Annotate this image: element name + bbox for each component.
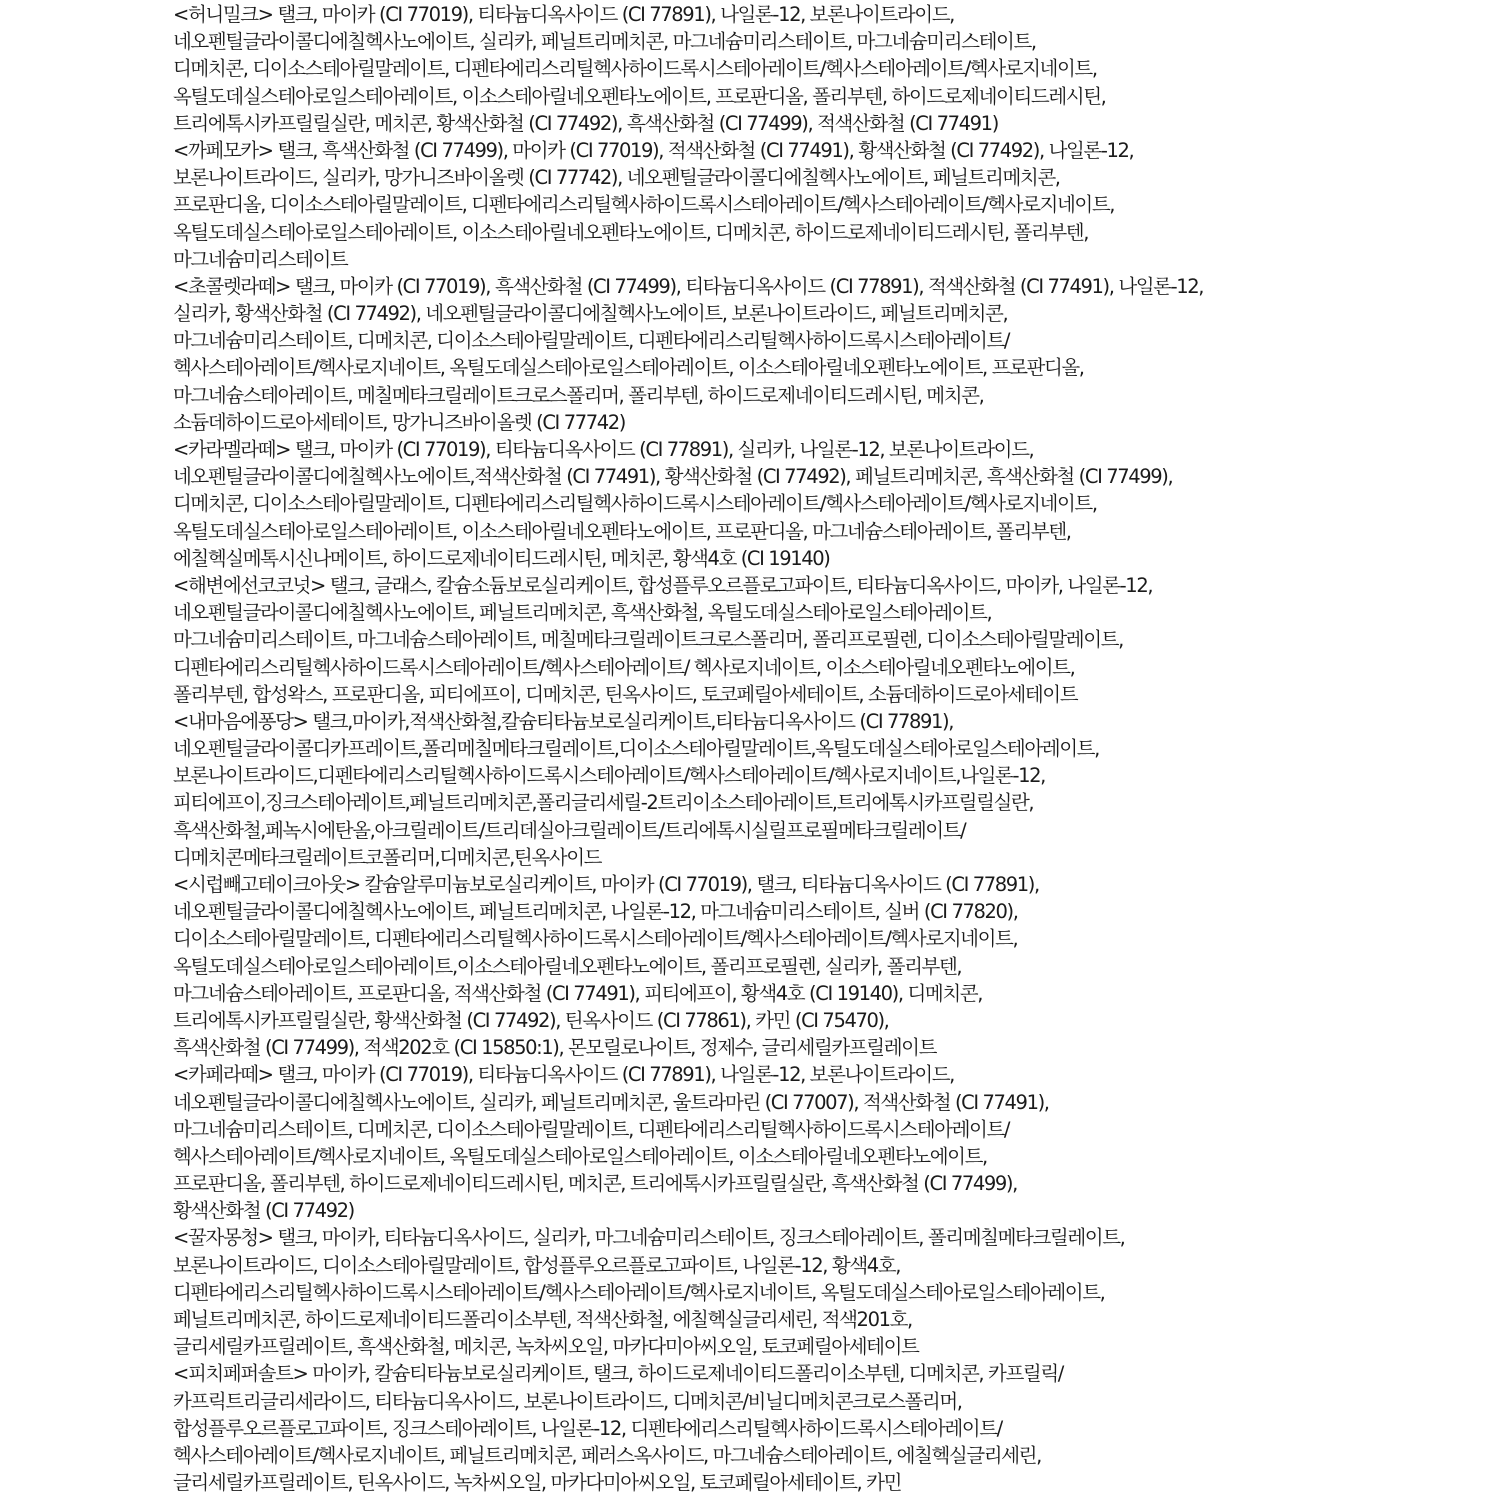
- text-line: 네오펜틸글라이콜디에칠헥사노에이트, 페닐트리메치콘, 나일론-12, 마그네슘미리스테이트, 실버 (CI 77820),: [173, 900, 1018, 924]
- text-line: 보론나이트라이드,디펜타에리스리틸헥사하이드록시스테아레이트/헥사스테아레이트/헥사로지네이트,나일론-12,: [173, 764, 1045, 788]
- text-line: 네오펜틸글라이콜디카프레이트,폴리메칠메타크릴레이트,디이소스테아릴말레이트,옥틸도데실스테아로일스테아레이트,: [173, 737, 1099, 761]
- text-line: 헥사스테아레이트/헥사로지네이트, 옥틸도데실스테아로일스테아레이트, 이소스테아릴네오펜타노에이트,: [173, 1144, 987, 1168]
- text-line: 에칠헥실메톡시신나메이트, 하이드로제네이티드레시틴, 메치콘, 황색4호 (CI 19140): [173, 546, 830, 570]
- text-line: 카프릭트리글리세라이드, 티타늄디옥사이드, 보론나이트라이드, 디메치콘/비닐디메치콘크로스폴리머,: [173, 1389, 962, 1413]
- text-line: 프로판디올, 디이소스테아릴말레이트, 디펜타에리스리틸헥사하이드록시스테아레이트/헥사스테아레이트/헥사로지네이트,: [173, 193, 1115, 217]
- text-line: 흑색산화철 (CI 77499), 적색202호 (CI 15850:1), 몬모릴로나이트, 정제수, 글리세릴카프릴레이트: [173, 1036, 937, 1060]
- text-line: 옥틸도데실스테아로일스테아레이트, 이소스테아릴네오펜타노에이트, 디메치콘, 하이드로제네이티드레시틴, 폴리부텐,: [173, 220, 1089, 244]
- text-line: 피티에프이,징크스테아레이트,페닐트리메치콘,폴리글리세릴-2트리이소스테아레이트,트리에톡시카프릴릴실란,: [173, 791, 1034, 815]
- text-line: 마그네슘스테아레이트, 메칠메타크릴레이트크로스폴리머, 폴리부텐, 하이드로제네이티드레시틴, 메치콘,: [173, 383, 984, 407]
- text-line: 글리세릴카프릴레이트, 틴옥사이드, 녹차씨오일, 마카다미아씨오일, 토코페릴아세테이트, 카민: [173, 1471, 902, 1495]
- text-line: 네오펜틸글라이콜디에칠헥사노에이트, 실리카, 페닐트리메치콘, 마그네슘미리스테이트, 마그네슘미리스테이트,: [173, 30, 1036, 54]
- text-line: 프로판디올, 폴리부텐, 하이드로제네이티드레시틴, 메치콘, 트리에톡시카프릴릴실란, 흑색산화철 (CI 77499),: [173, 1172, 1017, 1196]
- text-line: 마그네슘미리스테이트, 디메치콘, 디이소스테아릴말레이트, 디펜타에리스리틸헥사하이드록시스테아레이트/: [173, 329, 1010, 353]
- text-line: 흑색산화철,페녹시에탄올,아크릴레이트/트리데실아크릴레이트/트리에톡시실릴프로필메타크릴레이트/: [173, 818, 966, 842]
- text-line: 옥틸도데실스테아로일스테아레이트,이소스테아릴네오펜타노에이트, 폴리프로필렌, 실리카, 폴리부텐,: [173, 954, 962, 978]
- text-line: 마그네슘미리스테이트, 디메치콘, 디이소스테아릴말레이트, 디펜타에리스리틸헥사하이드록시스테아레이트/: [173, 1117, 1010, 1141]
- text-line: 네오펜틸글라이콜디에칠헥사노에이트, 페닐트리메치콘, 흑색산화철, 옥틸도데실스테아로일스테아레이트,: [173, 601, 992, 625]
- text-line: 보론나이트라이드, 디이소스테아릴말레이트, 합성플루오르플로고파이트, 나일론-12, 황색4호,: [173, 1253, 901, 1277]
- text-line: 옥틸도데실스테아로일스테아레이트, 이소스테아릴네오펜타노에이트, 프로판디올, 폴리부텐, 하이드로제네이티드레시틴,: [173, 84, 1106, 108]
- text-line: 황색산화철 (CI 77492): [173, 1199, 354, 1223]
- text-line: <꿀자몽청> 탤크, 마이카, 티타늄디옥사이드, 실리카, 마그네슘미리스테이트, 징크스테아레이트, 폴리메칠메타크릴레이트,: [173, 1226, 1125, 1250]
- text-line: <시럽빼고테이크아웃> 칼슘알루미늄보로실리케이트, 마이카 (CI 77019), 탤크, 티타늄디옥사이드 (CI 77891),: [173, 873, 1039, 896]
- text-line: 네오펜틸글라이콜디에칠헥사노에이트, 실리카, 페닐트리메치콘, 울트라마린 (CI 77007), 적색산화철 (CI 77491),: [173, 1090, 1049, 1114]
- text-line: 디메치콘, 디이소스테아릴말레이트, 디펜타에리스리틸헥사하이드록시스테아레이트/헥사스테아레이트/헥사로지네이트,: [173, 492, 1097, 516]
- text-line: 옥틸도데실스테아로일스테아레이트, 이소스테아릴네오펜타노에이트, 프로판디올, 마그네슘스테아레이트, 폴리부텐,: [173, 519, 1071, 543]
- text-line: 페닐트리메치콘, 하이드로제네이티드폴리이소부텐, 적색산화철, 에칠헥실글리세린, 적색201호,: [173, 1308, 912, 1331]
- text-line: 디이소스테아릴말레이트, 디펜타에리스리틸헥사하이드록시스테아레이트/헥사스테아레이트/헥사로지네이트,: [173, 927, 1018, 951]
- text-line: 트리에톡시카프릴릴실란, 황색산화철 (CI 77492), 틴옥사이드 (CI 77861), 카민 (CI 75470),: [173, 1008, 889, 1032]
- text-line: 폴리부텐, 합성왁스, 프로판디올, 피티에프이, 디메치콘, 틴옥사이드, 토코페릴아세테이트, 소듐데하이드로아세테이트: [173, 682, 1078, 706]
- text-line: <해변에선코코넛> 탤크, 글래스, 칼슘소듐보로실리케이트, 합성플루오르플로고파이트, 티타늄디옥사이드, 마이카, 나일론-12,: [173, 573, 1153, 597]
- text-line: 헥사스테아레이트/헥사로지네이트, 옥틸도데실스테아로일스테아레이트, 이소스테아릴네오펜타노에이트, 프로판디올,: [173, 356, 1084, 380]
- text-line: 디메치콘메타크릴레이트코폴리머,디메치콘,틴옥사이드: [173, 845, 602, 869]
- text-line: 디메치콘, 디이소스테아릴말레이트, 디펜타에리스리틸헥사하이드록시스테아레이트/헥사스테아레이트/헥사로지네이트,: [173, 57, 1097, 81]
- text-line: <까페모카> 탤크, 흑색산화철 (CI 77499), 마이카 (CI 77019), 적색산화철 (CI 77491), 황색산화철 (CI 77492), 나일론-12,: [173, 138, 1134, 162]
- text-line: <허니밀크> 탤크, 마이카 (CI 77019), 티타늄디옥사이드 (CI 77891), 나일론-12, 보론나이트라이드,: [173, 3, 954, 26]
- text-line: 트리에톡시카프릴릴실란, 메치콘, 황색산화철 (CI 77492), 흑색산화철 (CI 77499), 적색산화철 (CI 77491): [173, 111, 998, 135]
- text-line: <카페라떼> 탤크, 마이카 (CI 77019), 티타늄디옥사이드 (CI 77891), 나일론-12, 보론나이트라이드,: [173, 1063, 954, 1087]
- text-line: <내마음에퐁당> 탤크,마이카,적색산화철,칼슘티타늄보로실리케이트,티타늄디옥사이드 (CI 77891),: [173, 709, 954, 733]
- text-line: <초콜렛라떼> 탤크, 마이카 (CI 77019), 흑색산화철 (CI 77499), 티타늄디옥사이드 (CI 77891), 적색산화철 (CI 77491), 나일론-12,: [173, 274, 1204, 298]
- text-line: 마그네슘미리스테이트, 마그네슘스테아레이트, 메칠메타크릴레이트크로스폴리머, 폴리프로필렌, 디이소스테아릴말레이트,: [173, 628, 1123, 652]
- text-line: <카라멜라떼> 탤크, 마이카 (CI 77019), 티타늄디옥사이드 (CI 77891), 실리카, 나일론-12, 보론나이트라이드,: [173, 438, 1034, 461]
- text-line: 글리세릴카프릴레이트, 흑색산화철, 메치콘, 녹차씨오일, 마카다미아씨오일, 토코페릴아세테이트: [173, 1335, 919, 1359]
- text-line: 소듐데하이드로아세테이트, 망가니즈바이올렛 (CI 77742): [173, 410, 625, 434]
- ingredient-list: [173, 0, 1373, 1496]
- text-line: 헥사스테아레이트/헥사로지네이트, 페닐트리메치콘, 페러스옥사이드, 마그네슘스테아레이트, 에칠헥실글리세린,: [173, 1443, 1041, 1467]
- text-line: 디펜타에리스리틸헥사하이드록시스테아레이트/헥사스테아레이트/헥사로지네이트, 옥틸도데실스테아로일스테아레이트,: [173, 1280, 1105, 1304]
- text-line: 네오펜틸글라이콜디에칠헥사노에이트,적색산화철 (CI 77491), 황색산화철 (CI 77492), 페닐트리메치콘, 흑색산화철 (CI 77499),: [173, 465, 1173, 489]
- text-line: 합성플루오르플로고파이트, 징크스테아레이트, 나일론-12, 디펜타에리스리틸헥사하이드록시스테아레이트/: [173, 1416, 1002, 1440]
- text-line: <피치페퍼솔트> 마이카, 칼슘티타늄보로실리케이트, 탤크, 하이드로제네이티드폴리이소부텐, 디메치콘, 카프릴릭/: [173, 1362, 1063, 1386]
- text-line: 마그네슘스테아레이트, 프로판디올, 적색산화철 (CI 77491), 피티에프이, 황색4호 (CI 19140), 디메치콘,: [173, 981, 982, 1005]
- text-line: 실리카, 황색산화철 (CI 77492), 네오펜틸글라이콜디에칠헥사노에이트, 보론나이트라이드, 페닐트리메치콘,: [173, 302, 1008, 326]
- text-line: 마그네슘미리스테이트: [173, 247, 348, 271]
- text-line: 보론나이트라이드, 실리카, 망가니즈바이올렛 (CI 77742), 네오펜틸글라이콜디에칠헥사노에이트, 페닐트리메치콘,: [173, 166, 1060, 190]
- text-line: 디펜타에리스리틸헥사하이드록시스테아레이트/헥사스테아레이트/ 헥사로지네이트, 이소스테아릴네오펜타노에이트,: [173, 655, 1075, 679]
